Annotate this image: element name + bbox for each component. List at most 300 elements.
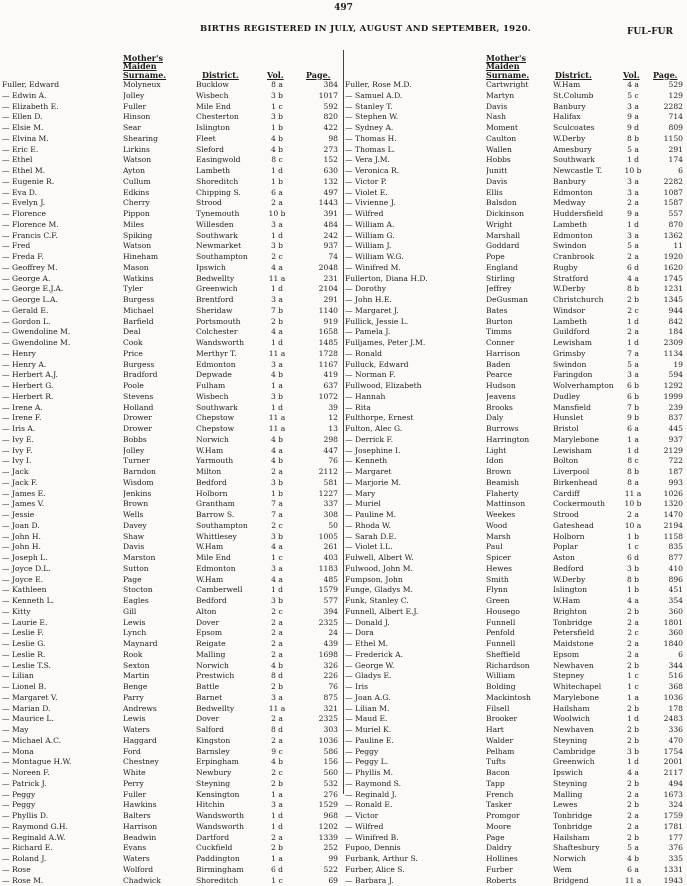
district: Woolwich	[553, 714, 625, 725]
district: Southwark	[196, 231, 262, 242]
register-entry	[345, 768, 685, 779]
register-entry	[345, 811, 685, 822]
register-entry	[345, 725, 685, 736]
mothers-maiden-surname: Junitt	[486, 166, 552, 177]
mothers-maiden-surname: Poole	[123, 381, 195, 392]
district: Dudley	[553, 392, 625, 403]
district: Southwark	[553, 155, 625, 166]
volume: 4 a	[622, 768, 644, 779]
register-entry	[345, 381, 685, 392]
volume: 2 a	[622, 198, 644, 209]
child-name: — Patrick J.	[2, 779, 122, 790]
register-entry	[2, 779, 343, 790]
mothers-maiden-surname: Stocton	[123, 585, 195, 596]
volume: 2 a	[622, 790, 644, 801]
mothers-maiden-surname: Lewis	[123, 714, 195, 725]
page-ref: 1485	[292, 338, 338, 349]
district: Birkenhead	[553, 478, 625, 489]
page-ref: 337	[292, 499, 338, 510]
district: Bridgend	[553, 876, 625, 886]
page-ref: 6	[645, 650, 683, 661]
district: Marylebone	[553, 435, 625, 446]
child-name: — William G.	[345, 231, 485, 242]
volume: 2 b	[622, 725, 644, 736]
child-name: Furber, Alice S.	[345, 865, 485, 876]
mothers-maiden-surname: Wood	[486, 521, 552, 532]
register-entry	[2, 177, 343, 188]
page-ref: 326	[292, 661, 338, 672]
page-ref: 1579	[292, 585, 338, 596]
child-name: — Peggy	[2, 790, 122, 801]
district: Easingwold	[196, 155, 262, 166]
register-entry	[2, 757, 343, 768]
volume: 1 d	[622, 220, 644, 231]
district: Bedwellty	[196, 704, 262, 715]
volume: 2 b	[622, 736, 644, 747]
child-name: — Kitty	[2, 607, 122, 618]
register-entry	[345, 424, 685, 435]
district: Hailsham	[553, 833, 625, 844]
register-entry	[2, 392, 343, 403]
child-name: — Pauline E.	[345, 736, 485, 747]
district: Epsom	[196, 628, 262, 639]
volume: 11 a	[265, 413, 289, 424]
register-entry	[2, 542, 343, 553]
mothers-maiden-surname: Bates	[486, 306, 552, 317]
volume: 3 a	[265, 800, 289, 811]
district: Shoreditch	[196, 177, 262, 188]
district: Wem	[553, 865, 625, 876]
mothers-maiden-surname: Wright	[486, 220, 552, 231]
volume: 4 a	[265, 446, 289, 457]
district: Brighton	[553, 607, 625, 618]
district: Southwark	[196, 403, 262, 414]
child-name: — Joan D.	[2, 521, 122, 532]
child-name: — Dora	[345, 628, 485, 639]
child-name: Fumpson, John	[345, 575, 485, 586]
volume: 2 b	[265, 317, 289, 328]
register-entry	[2, 607, 343, 618]
mothers-maiden-surname: Caulton	[486, 134, 552, 145]
page-ref: 439	[292, 639, 338, 650]
page-ref: 1443	[292, 198, 338, 209]
page-ref: 384	[292, 80, 338, 91]
district: Edmonton	[196, 360, 262, 371]
page-ref: 50	[292, 521, 338, 532]
register-entry	[345, 575, 685, 586]
mothers-maiden-surname: Chadwick	[123, 876, 195, 886]
mothers-maiden-surname: Parry	[123, 693, 195, 704]
mothers-maiden-surname: Nash	[486, 112, 552, 123]
district: W.Ham	[196, 542, 262, 553]
child-name: — Ellen D.	[2, 112, 122, 123]
volume: 3 a	[265, 360, 289, 371]
page-ref: 2048	[292, 263, 338, 274]
volume: 8 b	[622, 284, 644, 295]
mothers-maiden-surname: Paul	[486, 542, 552, 553]
page-ref: 2104	[292, 284, 338, 295]
district: Maidstone	[553, 639, 625, 650]
page-ref: 1292	[645, 381, 683, 392]
district: Swindon	[553, 241, 625, 252]
district: Paddington	[196, 854, 262, 865]
page-ref: 1202	[292, 822, 338, 833]
mothers-maiden-surname: Timms	[486, 327, 552, 338]
child-name: — Muriel K.	[345, 725, 485, 736]
child-name: Fullerton, Diana H.D.	[345, 274, 485, 285]
register-entry	[345, 510, 685, 521]
page-header: Page.	[653, 71, 677, 80]
register-entry	[345, 757, 685, 768]
district-header: District.	[202, 71, 239, 80]
page-ref: 1658	[292, 327, 338, 338]
mothers-maiden-surname: Davis	[486, 177, 552, 188]
page-ref: 1698	[292, 650, 338, 661]
district: Cardiff	[553, 489, 625, 500]
page-ref: 522	[292, 865, 338, 876]
child-name: — Laurie E.	[2, 618, 122, 629]
district: Barnet	[196, 693, 262, 704]
page-ref: 335	[645, 854, 683, 865]
volume: 2 a	[265, 618, 289, 629]
child-name: — George E.J.A.	[2, 284, 122, 295]
register-entry	[345, 661, 685, 672]
mothers-maiden-surname: Haggard	[123, 736, 195, 747]
register-entry	[345, 91, 685, 102]
page-ref: 324	[645, 800, 683, 811]
volume: 1 a	[265, 790, 289, 801]
register-entry	[2, 650, 343, 661]
page-ref: 2309	[645, 338, 683, 349]
child-name: — William W.G.	[345, 252, 485, 263]
register-entry	[345, 607, 685, 618]
register-entry	[2, 499, 343, 510]
district: Alton	[196, 607, 262, 618]
child-name: — Elvina M.	[2, 134, 122, 145]
volume: 6 a	[622, 424, 644, 435]
register-entry	[345, 833, 685, 844]
child-name: — Stanley T.	[345, 102, 485, 113]
district: W.Ham	[553, 80, 625, 91]
volume: 4 b	[265, 145, 289, 156]
mothers-maiden-surname: Jeffrey	[486, 284, 552, 295]
register-entry	[345, 80, 685, 91]
page-ref: 809	[645, 123, 683, 134]
register-entry	[345, 145, 685, 156]
page-ref: 76	[292, 456, 338, 467]
district: Newcastle T.	[553, 166, 625, 177]
volume: 9 a	[622, 209, 644, 220]
mothers-maiden-surname: Flynn	[486, 585, 552, 596]
child-name: — Mary	[345, 489, 485, 500]
mothers-maiden-surname: Pope	[486, 252, 552, 263]
mothers-maiden-surname: Ayton	[123, 166, 195, 177]
child-name: — Jack	[2, 467, 122, 478]
mothers-maiden-surname: Lewis	[123, 618, 195, 629]
child-name: — Thomas H.	[345, 134, 485, 145]
child-name: — Gordon L.	[2, 317, 122, 328]
register-entry	[2, 618, 343, 629]
district: Fulham	[196, 381, 262, 392]
child-name: — Evelyn J.	[2, 198, 122, 209]
register-entry	[2, 800, 343, 811]
volume: 1 d	[265, 585, 289, 596]
child-name: — Freda F.	[2, 252, 122, 263]
mothers-maiden-surname: Andrews	[123, 704, 195, 715]
child-name: — Wilfred	[345, 822, 485, 833]
page-ref: 1017	[292, 91, 338, 102]
mothers-maiden-surname: Sheffield	[486, 650, 552, 661]
register-entry	[345, 790, 685, 801]
child-name: — Irene A.	[2, 403, 122, 414]
page-ref: 1320	[645, 499, 683, 510]
register-entry	[345, 284, 685, 295]
left-column	[2, 50, 343, 886]
volume: 2 a	[265, 833, 289, 844]
child-name: — Leslie G.	[2, 639, 122, 650]
page-ref: 1587	[645, 198, 683, 209]
mothers-maiden-surname: Price	[123, 349, 195, 360]
page-ref: 2194	[645, 521, 683, 532]
mothers-maiden-surname: Bacon	[486, 768, 552, 779]
volume: 1 c	[622, 542, 644, 553]
register-entry	[345, 220, 685, 231]
child-name: — Peggy L.	[345, 757, 485, 768]
page-ref: 2483	[645, 714, 683, 725]
page-ref: 98	[292, 134, 338, 145]
page-ref: 875	[292, 693, 338, 704]
mothers-maiden-surname: Drower	[123, 413, 195, 424]
register-entry	[2, 155, 343, 166]
volume: 4 a	[265, 263, 289, 274]
register-entry	[345, 435, 685, 446]
register-entry	[2, 714, 343, 725]
page-ref: 877	[645, 553, 683, 564]
district: Southampton	[196, 521, 262, 532]
register-entry	[345, 671, 685, 682]
register-entry	[2, 532, 343, 543]
child-name: Fulljames, Peter J.M.	[345, 338, 485, 349]
district: Tonbridge	[553, 618, 625, 629]
page-ref: 1673	[645, 790, 683, 801]
register-entry	[345, 370, 685, 381]
volume: 10 b	[265, 209, 289, 220]
volume: 5 a	[622, 145, 644, 156]
page-header: Page.	[306, 71, 330, 80]
mothers-maiden-surname: Bolding	[486, 682, 552, 693]
district: Merthyr T.	[196, 349, 262, 360]
volume: 2 c	[265, 607, 289, 618]
volume: 3 b	[265, 532, 289, 543]
child-name: Fupoo, Dennis	[345, 843, 485, 854]
child-name: — Francis C.F.	[2, 231, 122, 242]
child-name: — Derrick F.	[345, 435, 485, 446]
district: Yarmouth	[196, 456, 262, 467]
register-entry	[2, 854, 343, 865]
register-entry	[2, 209, 343, 220]
mothers-maiden-surname: William	[486, 671, 552, 682]
mothers-maiden-surname: Hudson	[486, 381, 552, 392]
child-name: — Joan A.G.	[345, 693, 485, 704]
register-entry	[345, 564, 685, 575]
district: Newmarket	[196, 241, 262, 252]
district: Poplar	[553, 542, 625, 553]
district: Wisbech	[196, 91, 262, 102]
mothers-maiden-surname: Balters	[123, 811, 195, 822]
district: Islington	[553, 585, 625, 596]
register-entry	[345, 274, 685, 285]
page-ref: 261	[292, 542, 338, 553]
district: Windsor	[553, 306, 625, 317]
register-entry	[2, 349, 343, 360]
district: Cuckfield	[196, 843, 262, 854]
child-name: — Jack F.	[2, 478, 122, 489]
page-ref: 152	[292, 155, 338, 166]
mothers-maiden-surname: Maynard	[123, 639, 195, 650]
register-entry	[2, 80, 343, 91]
mothers-maiden-surname: Chestney	[123, 757, 195, 768]
child-name: — Kenneth	[345, 456, 485, 467]
volume: 8 a	[622, 478, 644, 489]
page-ref: 1754	[645, 747, 683, 758]
district: Hitchin	[196, 800, 262, 811]
volume: 4 a	[265, 542, 289, 553]
district: Birmingham	[196, 865, 262, 876]
page-ref: 470	[645, 736, 683, 747]
volume: 2 a	[622, 650, 644, 661]
volume: 10 b	[622, 166, 644, 177]
district: Grimsby	[553, 349, 625, 360]
register-entry	[2, 639, 343, 650]
register-entry	[2, 671, 343, 682]
register-entry	[2, 790, 343, 801]
district: Lewisham	[553, 446, 625, 457]
mothers-maiden-surname: Martin	[123, 671, 195, 682]
register-entry	[2, 134, 343, 145]
mothers-maiden-surname: Shaw	[123, 532, 195, 543]
mothers-maiden-surname: Holland	[123, 403, 195, 414]
register-entry	[345, 360, 685, 371]
register-entry	[345, 553, 685, 564]
register-entry	[345, 736, 685, 747]
mothers-maiden-surname: Stevens	[123, 392, 195, 403]
district: Wisbech	[196, 392, 262, 403]
mothers-maiden-surname: Mason	[123, 263, 195, 274]
page-ref: 581	[292, 478, 338, 489]
district: Grantham	[196, 499, 262, 510]
district: Mile End	[196, 102, 262, 113]
register-entry	[345, 155, 685, 166]
child-name: — Violet I.L.	[345, 542, 485, 553]
mothers-maiden-surname: Balsdon	[486, 198, 552, 209]
child-name: — Dorothy	[345, 284, 485, 295]
page-ref: 19	[645, 360, 683, 371]
page-ref: 242	[292, 231, 338, 242]
mothers-maiden-surname: Page	[486, 833, 552, 844]
page-ref: 252	[292, 843, 338, 854]
register-entry	[2, 241, 343, 252]
child-name: — Michael A.C.	[2, 736, 122, 747]
page-ref: 321	[292, 704, 338, 715]
mothers-maiden-surname: Goddard	[486, 241, 552, 252]
child-name: — Henry A.	[2, 360, 122, 371]
district: Cockermouth	[553, 499, 625, 510]
page-ref: 178	[645, 704, 683, 715]
volume: 3 b	[622, 564, 644, 575]
district: Malling	[553, 790, 625, 801]
volume: 3 a	[622, 370, 644, 381]
mothers-maiden-surname: Cartwright	[486, 80, 552, 91]
volume: 4 a	[265, 327, 289, 338]
district: Epsom	[553, 650, 625, 661]
register-entry	[345, 747, 685, 758]
register-entry	[345, 209, 685, 220]
page-ref: 1087	[645, 188, 683, 199]
child-name: — Herbert G.	[2, 381, 122, 392]
register-entry	[2, 370, 343, 381]
volume: 1 c	[265, 102, 289, 113]
page-ref: 2129	[645, 446, 683, 457]
page-ref: 394	[292, 607, 338, 618]
register-entry	[345, 198, 685, 209]
page-ref: 99	[292, 854, 338, 865]
volume: 2 b	[265, 779, 289, 790]
mothers-maiden-surname: Beadwin	[123, 833, 195, 844]
surname-range: FUL-FUR	[627, 27, 673, 37]
page-ref: 1167	[292, 360, 338, 371]
child-name: — Roland J.	[2, 854, 122, 865]
page-ref: 273	[292, 145, 338, 156]
district: Portsmouth	[196, 317, 262, 328]
volume: 9 b	[622, 413, 644, 424]
mothers-maiden-surname: Roberts	[486, 876, 552, 886]
register-entry	[2, 413, 343, 424]
register-entry	[345, 252, 685, 263]
volume: 8 d	[265, 671, 289, 682]
district: Christchurch	[553, 295, 625, 306]
register-entry	[2, 284, 343, 295]
child-name: Fuller, Rose M.D.	[345, 80, 485, 91]
district: Steyning	[196, 779, 262, 790]
child-name: Fulton, Alec G.	[345, 424, 485, 435]
district: Dover	[196, 618, 262, 629]
mothers-maiden-surname: Sutton	[123, 564, 195, 575]
child-name: — William J.	[345, 241, 485, 252]
child-name: — Rhoda W.	[345, 521, 485, 532]
page-ref: 1362	[645, 231, 683, 242]
volume: 1 c	[265, 553, 289, 564]
register-entry	[2, 865, 343, 876]
register-entry	[2, 317, 343, 328]
district: Lambeth	[553, 220, 625, 231]
register-entry	[2, 489, 343, 500]
volume: 2 a	[622, 618, 644, 629]
mothers-maiden-surname: Filsell	[486, 704, 552, 715]
page-ref: 187	[645, 467, 683, 478]
mothers-maiden-surname: Hineham	[123, 252, 195, 263]
child-name: Furbank, Arthur S.	[345, 854, 485, 865]
mothers-maiden-surname: Harrison	[486, 349, 552, 360]
mothers-maiden-surname: Hart	[486, 725, 552, 736]
volume: 2 c	[622, 628, 644, 639]
page-ref: 484	[292, 220, 338, 231]
page-ref: 494	[645, 779, 683, 790]
volume: 2 b	[622, 607, 644, 618]
district: W.Derby	[553, 284, 625, 295]
vol-header: Vol.	[623, 71, 640, 80]
district: Fleet	[196, 134, 262, 145]
mothers-maiden-surname: Burgess	[123, 360, 195, 371]
